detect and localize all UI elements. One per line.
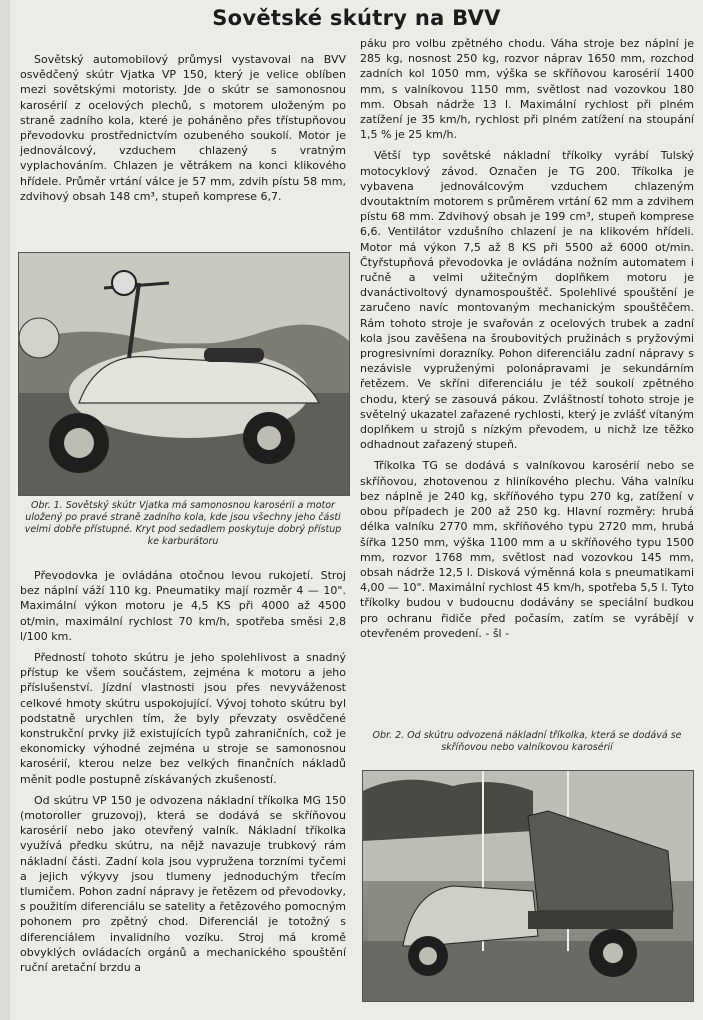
article-title: Sovětské skútry na BVV — [212, 6, 501, 30]
paragraph: Větší typ sovětské nákladní tříkolky vyrábí Tulský motocyklový závod. Označen je TG 200. Tříkolka je vybavena jednoválcovým vzduchem chlazeným dvoutaktním motorem s průměrem vrtání 62 mm a zdvihem pístu 68 mm. Zdvihový obsah je 199 cm³, stupeň komprese 6,6. Ventilátor vzdušního chlazení je na klikovém hřídeli. Motor má výkon 7,5 až 8 KS při 5500 až 6000 ot/min. Čtyřstupňová převodovka je ovládána nožním automatem i ručně a velmi užitečným doplňkem motoru je dvanáctivoltový dynamospouštěč. Spolehlivé spouštění je zaručeno navíc montovaným mechanickým spouštěčem. Rám tohoto stroje je svařován z ocelových trubek a zadní kola jsou zavěšena na šroubovitých pružinách s pryžovými progresivními dorazníky. Pohon diferenciálu zadní nápravy s nezávisle vypruženými polonápravami je sekundárním řetězem. Ve skříni diferenciálu je též soukolí zpětného chodu, který se zasouvá pákou. Zvláštností tohoto stroje je světelný ukazatel zařazené rychlosti, který je zvlášť vítaným doplňkem u strojů s nízkým převodem, u nichž lze těžko odhadnout zařazený stupeň. — [360, 149, 694, 452]
paragraph: páku pro volbu zpětného chodu. Váha stroje bez náplní je 285 kg, nosnost 250 kg, rozvor náprav 1650 mm, rozchod zadních kol 1050 mm, výška se skříňovou karosérií 1400 mm, s valníkovou 1150 mm, světlost nad vozovkou 180 mm. Obsah nádrže 13 l. Maximální rychlost při plném zatížení je 35 km/h, rychlost při plném zatížení na stoupání 1,5 % je 25 km/h. — [360, 37, 694, 142]
tricycle-photo — [362, 770, 694, 1002]
paragraph: Od skútru VP 150 je odvozena nákladní tříkolka MG 150 (motoroller gruzovoj), která se dodává se skříňovou karosérií nebo jako otevřený valník. Nákladní tříkolka využívá předku skútru, na nějž navazuje trubkový rám nákladní části. Zadní kola jsou vypružena torzními tyčemi a jejich výkyvy jsou tlumeny jednoduchým třecím tlumičem. Pohon zadní nápravy je řetězem od převodovky, s použitím diferenciálu se satelity a řetězového pomocným pohonem pro zpětný chod. Diferenciál je totožný s diferenciálem invalidního vozíku. Stroj má kromě obvyklých ovládacích orgánů a mechanického spouštění ruční aretační brzdu a — [20, 793, 346, 975]
magazine-page — [10, 0, 703, 1020]
paragraph: Předností tohoto skútru je jeho spolehlivost a snadný přístup ke všem součástem, zejména k motoru a jeho příslušenství. Jízdní vlastnosti jsou přes nevyváženost celkové hmoty skútru uspokojující. Vývoj tohoto skútru byl podstatně urychlen tím, že byly převzaty osvědčené konstrukční prvky již existujících typů zahraničních, což je ekonomicky výhodné zejména u stroje se samonosnou karosérií, kterou nelze bez velkých finančních nákladů měnit podle postupně získávaných zkušeností. — [20, 651, 346, 786]
right-column — [360, 36, 694, 647]
tricycle-illustration — [363, 771, 693, 1001]
paragraph: Sovětský automobilový průmysl vystavoval na BVV osvědčený skútr Vjatka VP 150, který je velice oblíben mezi sovětskými motoristy. Jde o skútr se samonosnou karosérií z ocelových plechů, s motorem uloženým po straně zadního kola, které je poháněno přes třístupňovou převodovku prostřednictvím ozubeného soukolí. Motor je jednoválcový, vzduchem chlazený s vratným vyplachováním. Chlazen je větrákem na konci klikového hřídele. Průměr vrtání válce je 57 mm, zdvih pístu 58 mm, zdvihový obsah 148 cm³, stupeň komprese 6,7. — [20, 53, 346, 203]
scooter-photo — [18, 252, 350, 496]
figure-2-caption: Obr. 2. Od skútru odvozená nákladní tříkolka, která se dodává se skříňovou nebo valníkovou karosérií — [372, 730, 682, 753]
left-column-bottom — [20, 568, 346, 981]
paragraph: Převodovka je ovládána otočnou levou rukojetí. Stroj bez náplní váží 110 kg. Pneumatiky mají rozměr 4 — 10". Maximální výkon motoru je 4,5 KS při 4000 až 4500 ot/min, maximální rychlost 70 km/h, spotřeba směsi 2,8 l/100 km. — [20, 569, 346, 643]
figure-1-caption: Obr. 1. Sovětský skútr Vjatka má samonosnou karosérii a motor uložený po pravé straně zadního kola, kde jsou všechny jeho části velmi dobře přístupné. Kryt pod sedadlem poskytuje dobrý přístup ke karburátoru — [24, 500, 342, 547]
paragraph: Tříkolka TG se dodává s valníkovou karosérií nebo se skříňovou, zhotovenou z hliníkového plechu. Váha valníku bez náplně je 240 kg, skříňového typu 270 kg, zatížení v obou případech je 200 až 250 kg. Hlavní rozměry: hrubá délka valníku 2770 mm, skříňového typu 2720 mm, hrubá šířka 1250 mm, výška 1100 mm a u skříňového typu 1500 mm, rozvor 1768 mm, světlost nad vozovkou 145 mm, obsah nádrže 12,5 l. Disková výměnná kola s pneumatikami 4,00 — 10". Maximální rychlost 45 km/h, spotřeba 5,5 l. Tyto tříkolky budou v budoucnu dodávány se speciální budkou pro ochranu řidiče před počasím, zatím se vyrábějí v otevřeném provedení. - šl - — [360, 459, 694, 640]
scooter-illustration — [19, 253, 349, 495]
left-column-top — [20, 52, 346, 210]
